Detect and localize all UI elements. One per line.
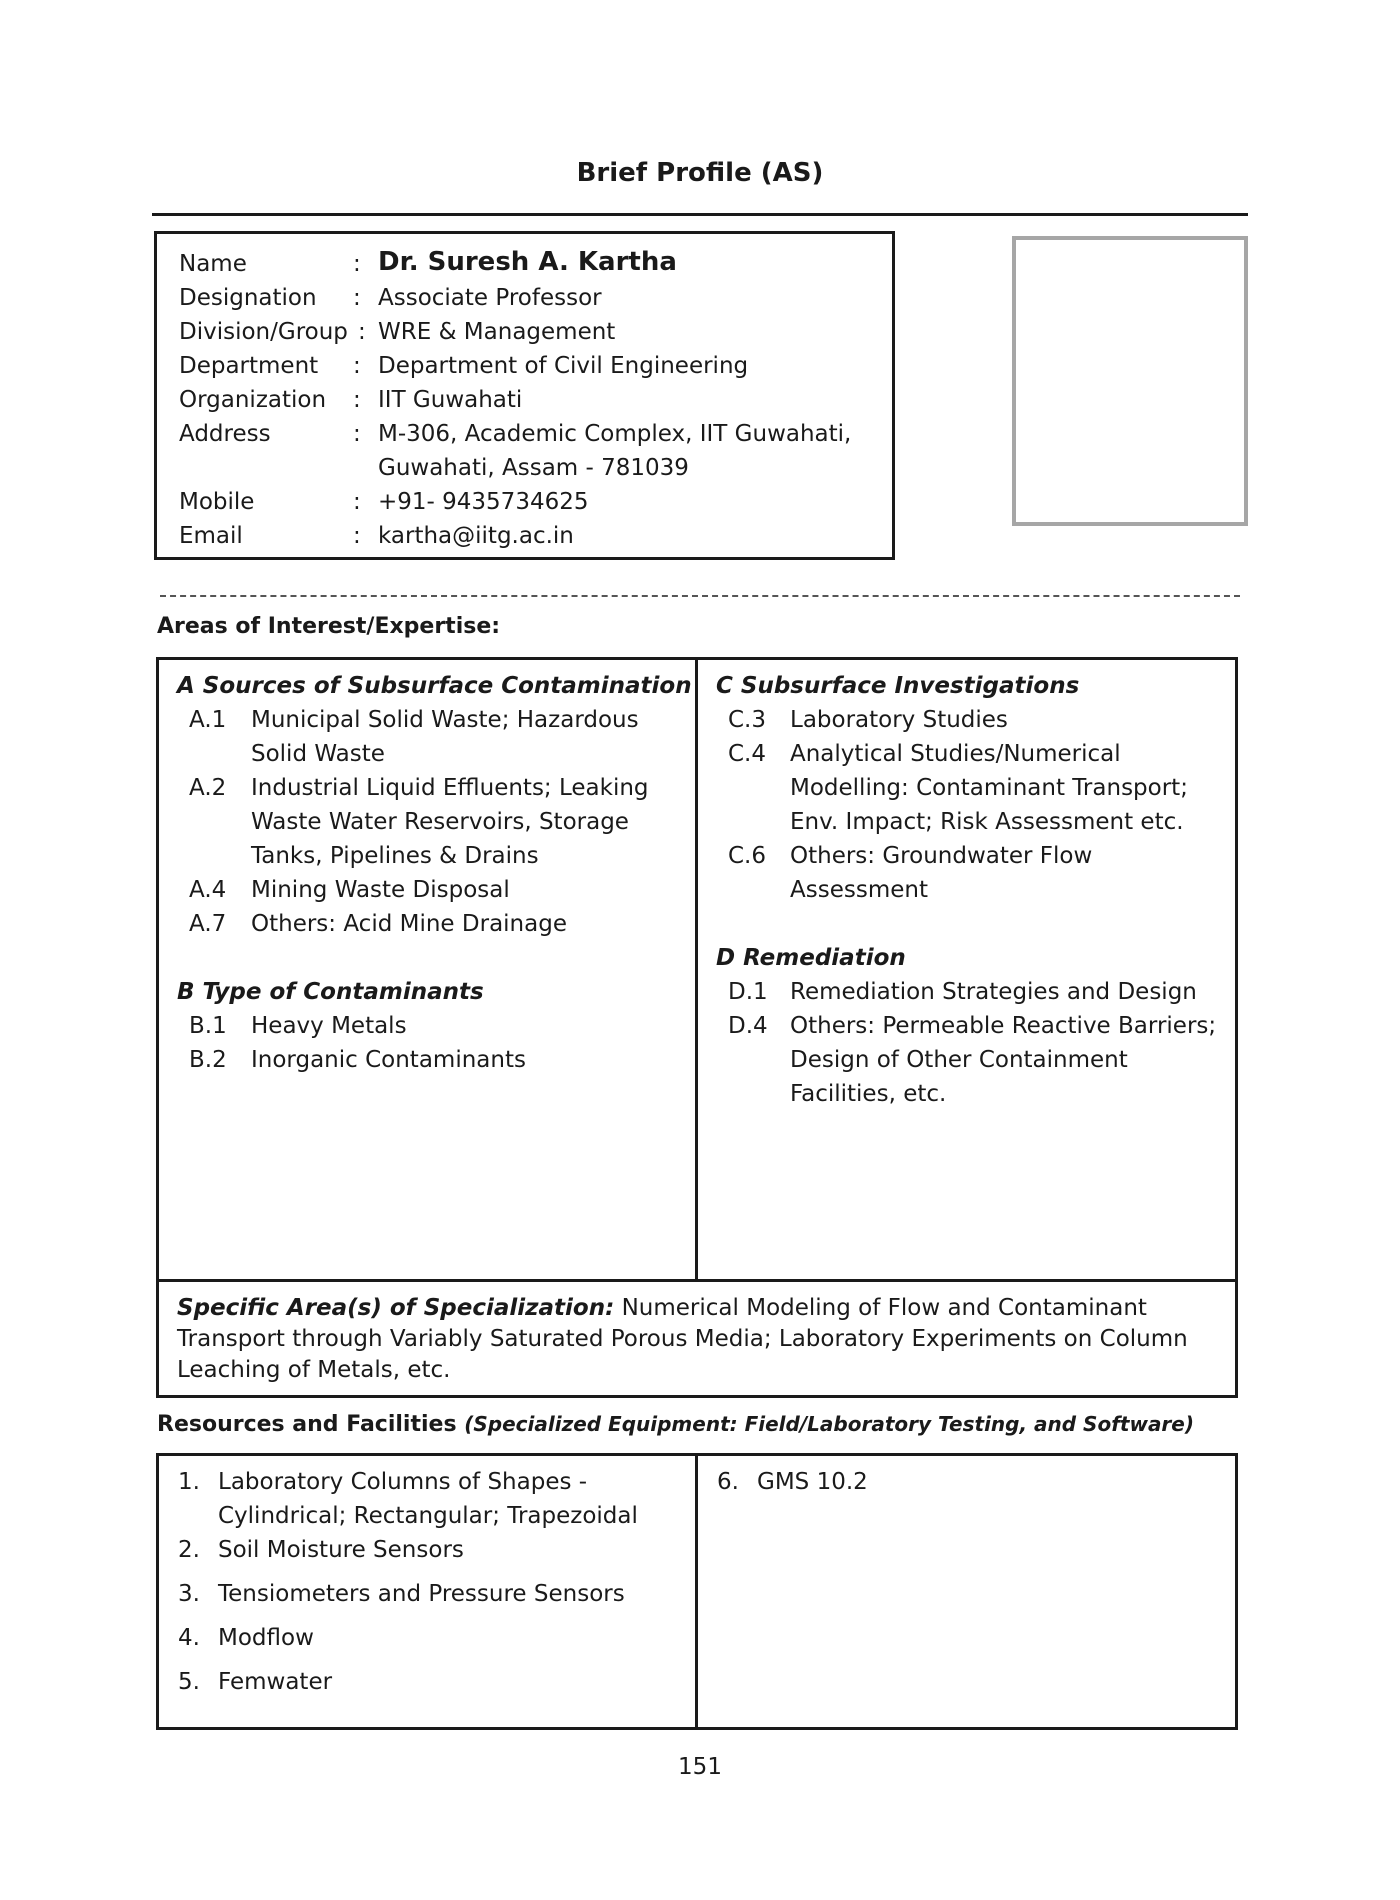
profile-label: Designation xyxy=(179,285,317,311)
resources-column-divider xyxy=(695,1453,698,1730)
item-code: D.4 xyxy=(728,1013,768,1039)
specialization-label: Specific Area(s) of Specialization: xyxy=(177,1295,615,1321)
profile-label: Organization xyxy=(179,387,327,413)
page-title: Brief Profile (AS) xyxy=(576,158,824,188)
profile-value: Department of Civil Engineering xyxy=(378,353,749,379)
category-d-heading: D Remediation xyxy=(716,945,906,971)
resources-heading-note: (Specialized Equipment: Field/Laboratory Testing, and Software) xyxy=(464,1412,1195,1436)
profile-value: M-306, Academic Complex, IIT Guwahati, xyxy=(378,421,852,447)
profile-label: Address xyxy=(179,421,271,447)
interest-row-divider xyxy=(156,1279,1238,1282)
resource-text: GMS 10.2 xyxy=(757,1469,868,1495)
profile-colon: : xyxy=(353,523,361,549)
item-code: B.2 xyxy=(189,1047,227,1073)
profile-colon: : xyxy=(353,489,361,515)
profile-colon: : xyxy=(353,285,361,311)
item-code: A.2 xyxy=(189,775,227,801)
specialization-value: Numerical Modeling of Flow and Contaminant Transport through Variably Saturated Porous Media; Laboratory Experiments on Column Leaching of Metals, etc. xyxy=(177,1295,1188,1383)
resource-text: Tensiometers and Pressure Sensors xyxy=(218,1581,625,1607)
list-item xyxy=(189,1043,677,1077)
page-number: 151 xyxy=(678,1754,722,1780)
resource-text: Cylindrical; Rectangular; Trapezoidal xyxy=(218,1503,638,1529)
list-item xyxy=(189,771,677,873)
profile-value: kartha@iitg.ac.in xyxy=(378,523,574,549)
profile-colon: : xyxy=(353,251,361,277)
item-text: Others: Permeable Reactive Barriers; Design of Other Containment Facilities, etc. xyxy=(790,1013,1217,1107)
resource-text: Laboratory Columns of Shapes - xyxy=(218,1469,588,1495)
item-text: Remediation Strategies and Design xyxy=(790,979,1197,1005)
item-code: B.1 xyxy=(189,1013,227,1039)
item-text: Inorganic Contaminants xyxy=(251,1047,526,1073)
resource-text: Modflow xyxy=(218,1625,314,1651)
profile-info-box xyxy=(154,231,895,560)
item-code: A.7 xyxy=(189,911,227,937)
dashed-separator xyxy=(160,595,1240,597)
profile-value: WRE & Management xyxy=(378,319,616,345)
item-text: Others: Acid Mine Drainage xyxy=(251,911,567,937)
resource-text: Femwater xyxy=(218,1669,333,1695)
list-item xyxy=(189,703,677,771)
profile-colon: : xyxy=(353,353,361,379)
category-c-heading: C Subsurface Investigations xyxy=(716,673,1080,699)
item-text: Heavy Metals xyxy=(251,1013,407,1039)
item-code: C.6 xyxy=(728,843,767,869)
resource-number: 2. xyxy=(178,1537,200,1563)
item-code: C.3 xyxy=(728,707,767,733)
resource-number: 5. xyxy=(178,1669,200,1695)
item-code: A.1 xyxy=(189,707,227,733)
item-code: C.4 xyxy=(728,741,767,767)
resource-number: 4. xyxy=(178,1625,200,1651)
spacer xyxy=(716,907,1226,941)
profile-label: Division/Group xyxy=(179,319,348,345)
areas-of-interest-heading: Areas of Interest/Expertise: xyxy=(157,614,501,639)
item-text: Analytical Studies/Numerical Modelling: Contaminant Transport; Env. Impact; Risk Assessment etc. xyxy=(790,741,1188,835)
resource-number: 6. xyxy=(717,1469,739,1495)
profile-label: Name xyxy=(179,251,247,277)
list-item xyxy=(189,873,677,907)
profile-value: Associate Professor xyxy=(378,285,602,311)
profile-colon: : xyxy=(353,421,361,447)
title-rule xyxy=(152,213,1248,216)
resource-number: 3. xyxy=(178,1581,200,1607)
item-code: A.4 xyxy=(189,877,227,903)
item-text: Industrial Liquid Effluents; Leaking Waste Water Reservoirs, Storage Tanks, Pipelines & Drains xyxy=(251,775,649,869)
list-item xyxy=(189,1009,677,1043)
spacer xyxy=(177,941,677,975)
profile-value: +91- 9435734625 xyxy=(378,489,589,515)
specialization-text xyxy=(177,1293,1217,1386)
profile-label: Mobile xyxy=(179,489,255,515)
list-item xyxy=(728,703,1226,737)
interest-column-divider xyxy=(695,657,698,1281)
interest-left-column xyxy=(177,669,692,1077)
profile-label: Department xyxy=(179,353,319,379)
profile-colon: : xyxy=(353,387,361,413)
profile-name-value: Dr. Suresh A. Kartha xyxy=(378,247,677,277)
list-item xyxy=(728,1009,1226,1111)
resources-heading xyxy=(157,1412,1194,1437)
interest-right-column xyxy=(716,669,1226,1111)
list-item xyxy=(728,737,1226,839)
profile-label: Email xyxy=(179,523,243,549)
profile-value: IIT Guwahati xyxy=(378,387,523,413)
resource-text: Soil Moisture Sensors xyxy=(218,1537,464,1563)
item-code: D.1 xyxy=(728,979,768,1005)
resources-heading-title: Resources and Facilities xyxy=(157,1412,457,1437)
item-text: Mining Waste Disposal xyxy=(251,877,510,903)
list-item xyxy=(189,907,677,941)
list-item xyxy=(728,975,1226,1009)
category-a-heading: A Sources of Subsurface Contamination xyxy=(177,673,692,699)
profile-value: Guwahati, Assam - 781039 xyxy=(378,455,689,481)
profile-colon: : xyxy=(358,319,366,345)
resource-number: 1. xyxy=(178,1469,200,1495)
category-b-heading: B Type of Contaminants xyxy=(177,979,484,1005)
item-text: Municipal Solid Waste; Hazardous Solid Waste xyxy=(251,707,639,767)
item-text: Laboratory Studies xyxy=(790,707,1008,733)
item-text: Others: Groundwater Flow Assessment xyxy=(790,843,1093,903)
list-item xyxy=(728,839,1226,907)
photo-placeholder xyxy=(1012,236,1248,526)
